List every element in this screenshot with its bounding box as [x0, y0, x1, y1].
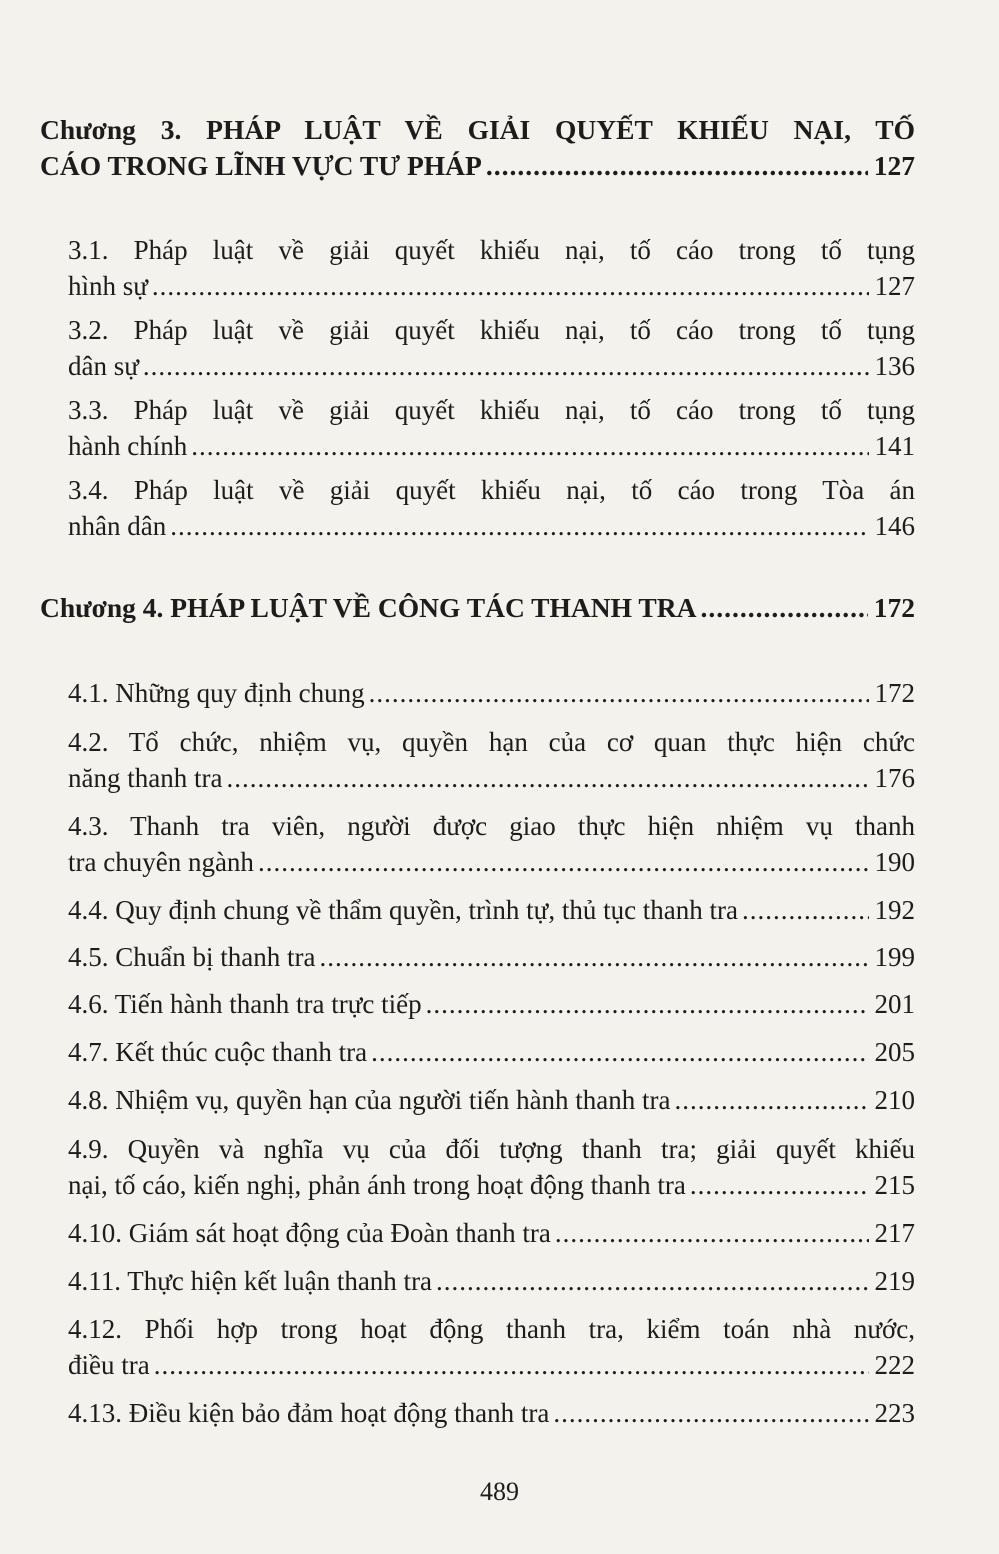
page-number: 210 [874, 1085, 915, 1115]
section-3-3[interactable] [40, 392, 915, 464]
chapter-title-line: Chương 4. PHÁP LUẬT VỀ CÔNG TÁC THANH TRA [40, 592, 697, 623]
section-title-line: hình sự [68, 271, 148, 301]
section-4-2[interactable] [40, 724, 915, 796]
page-number: 215 [874, 1170, 915, 1200]
dot-leader [436, 1263, 868, 1299]
page-number: 172 [874, 678, 915, 708]
page-number: 127 [874, 271, 915, 301]
page-number: 172 [873, 592, 915, 623]
dot-leader [319, 939, 868, 975]
dot-leader [143, 348, 869, 384]
chapter-3-entry[interactable] [40, 112, 915, 184]
section-title: 4.11. Thực hiện kết luận thanh tra [68, 1266, 433, 1296]
section-title-line: 4.2. Tổ chức, nhiệm vụ, quyền hạn của cơ quan thực hiện chức [68, 727, 915, 757]
section-4-5[interactable] [40, 939, 915, 975]
section-title-line: 4.12. Phối hợp trong hoạt động thanh tra, kiểm toán nhà nước, [68, 1314, 915, 1344]
section-title-line: 3.2. Pháp luật về giải quyết khiếu nại, tố cáo trong tố tụng [68, 315, 915, 345]
chapter-title-line: Chương 3. PHÁP LUẬT VỀ GIẢI QUYẾT KHIẾU NẠI, TỐ [40, 114, 915, 145]
section-title-line: nại, tố cáo, kiến nghị, phản ánh trong hoạt động thanh tra [68, 1170, 686, 1200]
section-4-8[interactable] [40, 1082, 915, 1118]
page-number: 136 [874, 351, 915, 381]
page-number: 127 [873, 150, 915, 181]
section-4-4[interactable] [40, 892, 915, 928]
page-number: 219 [874, 1266, 915, 1296]
page-number: 176 [874, 763, 915, 793]
section-title-line: 3.4. Pháp luật về giải quyết khiếu nại, tố cáo trong Tòa án [68, 475, 915, 505]
section-3-1[interactable] [40, 232, 915, 304]
page-number: 199 [874, 942, 915, 972]
dot-leader [555, 1215, 869, 1251]
section-title: 4.8. Nhiệm vụ, quyền hạn của người tiến hành thanh tra [68, 1085, 671, 1115]
section-title-line: 3.1. Pháp luật về giải quyết khiếu nại, tố cáo trong tố tụng [68, 235, 915, 265]
section-title-line: nhân dân [68, 511, 167, 541]
section-title-line: dân sự [68, 351, 139, 381]
section-4-1[interactable] [40, 675, 915, 711]
section-title-line: tra chuyên ngành [68, 847, 254, 877]
dot-leader [553, 1395, 868, 1431]
page-number: 205 [874, 1037, 915, 1067]
dot-leader [369, 675, 869, 711]
dot-leader [371, 1034, 868, 1070]
dot-leader [690, 1167, 869, 1203]
page-number: 141 [874, 431, 915, 461]
section-4-12[interactable] [40, 1311, 915, 1383]
page-number: 146 [874, 511, 915, 541]
chapter-title-line: CÁO TRONG LĨNH VỰC TƯ PHÁP [40, 150, 482, 181]
page-number: 201 [874, 989, 915, 1019]
page-number: 192 [874, 895, 915, 925]
page-number: 190 [874, 847, 915, 877]
section-title: 4.13. Điều kiện bảo đảm hoạt động thanh tra [68, 1398, 550, 1428]
section-4-7[interactable] [40, 1034, 915, 1070]
dot-leader [226, 760, 868, 796]
dot-leader [170, 508, 868, 544]
section-3-2[interactable] [40, 312, 915, 384]
section-title-line: 3.3. Pháp luật về giải quyết khiếu nại, tố cáo trong tố tụng [68, 395, 915, 425]
page-number: 217 [874, 1218, 915, 1248]
section-title: 4.10. Giám sát hoạt động của Đoàn thanh tra [68, 1218, 551, 1248]
page-number: 223 [874, 1398, 915, 1428]
page-number: 222 [874, 1350, 915, 1380]
section-4-11[interactable] [40, 1263, 915, 1299]
section-title-line: hành chính [68, 431, 188, 461]
dot-leader [152, 268, 869, 304]
section-4-9[interactable] [40, 1131, 915, 1203]
page-footer-number: 489 [480, 1477, 519, 1506]
section-title: 4.7. Kết thúc cuộc thanh tra [68, 1037, 368, 1067]
section-4-3[interactable] [40, 808, 915, 880]
section-title-line: điều tra [68, 1350, 150, 1380]
dot-leader [675, 1082, 869, 1118]
dot-leader [700, 590, 867, 626]
dot-leader [154, 1347, 869, 1383]
section-title: 4.6. Tiến hành thanh tra trực tiếp [68, 989, 422, 1019]
section-title-line: 4.3. Thanh tra viên, người được giao thực hiện nhiệm vụ thanh [68, 811, 915, 841]
dot-leader [426, 986, 869, 1022]
dot-leader [742, 892, 868, 928]
section-title: 4.5. Chuẩn bị thanh tra [68, 942, 316, 972]
section-4-6[interactable] [40, 986, 915, 1022]
dot-leader [258, 844, 869, 880]
section-title-line: 4.9. Quyền và nghĩa vụ của đối tượng thanh tra; giải quyết khiếu [68, 1134, 915, 1164]
section-title: 4.4. Quy định chung về thẩm quyền, trình tự, thủ tục thanh tra [68, 895, 739, 925]
section-4-13[interactable] [40, 1395, 915, 1431]
dot-leader [486, 148, 868, 184]
section-title-line: năng thanh tra [68, 763, 223, 793]
section-3-4[interactable] [40, 472, 915, 544]
section-title: 4.1. Những quy định chung [68, 678, 365, 708]
chapter-4-entry[interactable] [40, 590, 915, 626]
dot-leader [191, 428, 868, 464]
section-4-10[interactable] [40, 1215, 915, 1251]
